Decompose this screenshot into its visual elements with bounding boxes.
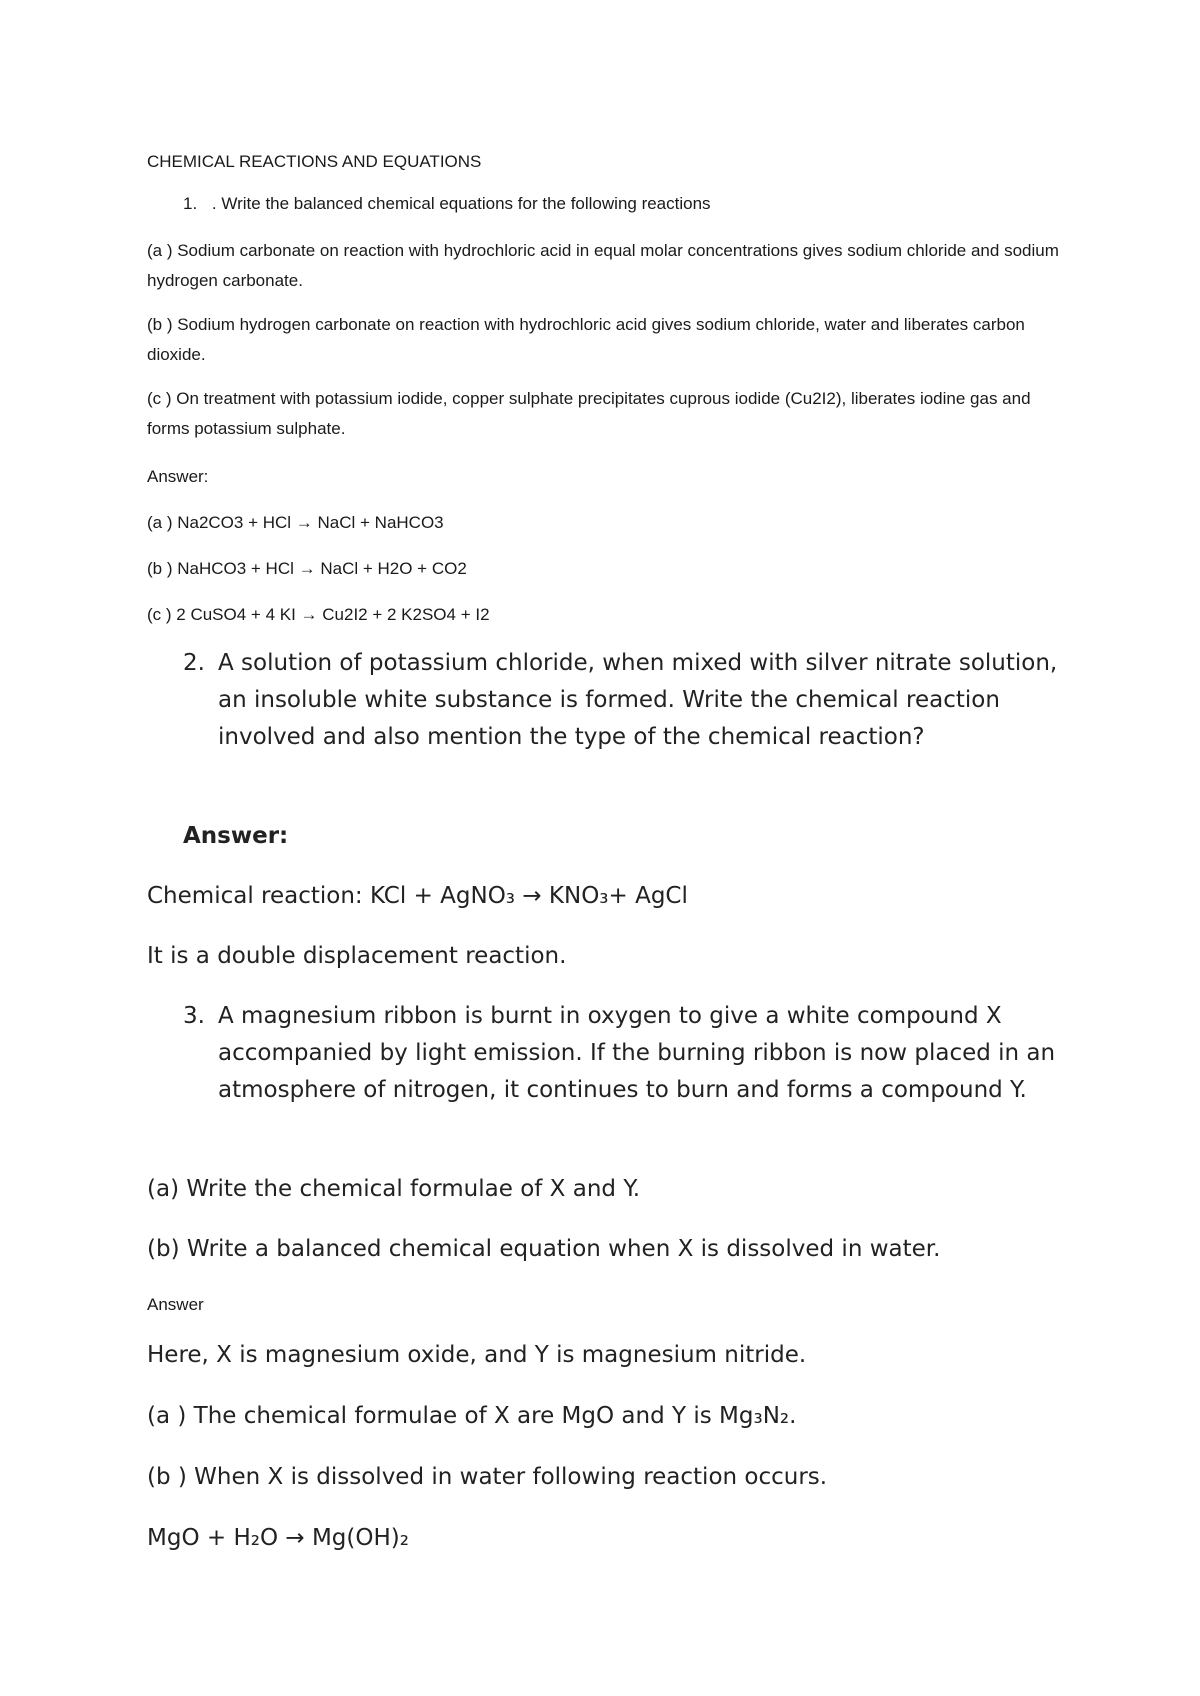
question-3-answer-b: (b ) When X is dissolved in water following reaction occurs.	[147, 1464, 828, 1490]
question-2-reaction-type: It is a double displacement reaction.	[147, 943, 567, 969]
question-2-reaction: Chemical reaction: KCl + AgNO₃ → KNO₃+ AgCl	[147, 883, 688, 909]
question-1	[183, 189, 1060, 219]
question-1-part-a: (a ) Sodium carbonate on reaction with hydrochloric acid in equal molar concentrations gives sodium chloride and sodium hydrogen carbonate.	[147, 241, 1059, 290]
question-3-part-b: (b) Write a balanced chemical equation when X is dissolved in water.	[147, 1236, 941, 1262]
question-3-part-a: (a) Write the chemical formulae of X and Y.	[147, 1176, 641, 1202]
question-2	[183, 645, 1060, 756]
question-1-answer-label: Answer:	[147, 467, 209, 486]
question-1-part-c: (c ) On treatment with potassium iodide, copper sulphate precipitates cuprous iodide (Cu2I2), liberates iodine gas and forms potassium sulphate.	[147, 389, 1031, 438]
question-1-answer-c: (c ) 2 CuSO4 + 4 KI → Cu2I2 + 2 K2SO4 + I2	[147, 605, 490, 624]
question-3-answer-a: (a ) The chemical formulae of X are MgO and Y is Mg₃N₂.	[147, 1403, 797, 1429]
question-1-answer-b: (b ) NaHCO3 + HCl → NaCl + H2O + CO2	[147, 559, 467, 578]
question-1-text: . Write the balanced chemical equations for the following reactions	[211, 194, 711, 213]
question-2-answer-label: Answer:	[183, 823, 289, 849]
question-3-number: 3.	[183, 1003, 205, 1029]
question-3-equation: MgO + H₂O → Mg(OH)₂	[147, 1525, 409, 1551]
question-2-text: A solution of potassium chloride, when mixed with silver nitrate solution, an insoluble white substance is formed. Write the chemical reaction involved and also mention the type of the chemical reaction?	[218, 650, 1058, 750]
question-1-number: 1.	[183, 194, 198, 213]
question-3-text: A magnesium ribbon is burnt in oxygen to give a white compound X accompanied by light emission. If the burning ribbon is now placed in an atmosphere of nitrogen, it continues to burn and forms a compound Y.	[218, 1003, 1056, 1103]
document-title: CHEMICAL REACTIONS AND EQUATIONS	[147, 152, 482, 171]
question-1-part-b: (b ) Sodium hydrogen carbonate on reaction with hydrochloric acid gives sodium chloride, water and liberates carbon dioxide.	[147, 315, 1025, 364]
question-2-number: 2.	[183, 650, 205, 676]
question-3	[183, 998, 1060, 1109]
question-1-answer-a: (a ) Na2CO3 + HCl → NaCl + NaHCO3	[147, 513, 444, 532]
question-3-answer-label: Answer	[147, 1295, 204, 1314]
question-3-answer-intro: Here, X is magnesium oxide, and Y is magnesium nitride.	[147, 1342, 807, 1368]
